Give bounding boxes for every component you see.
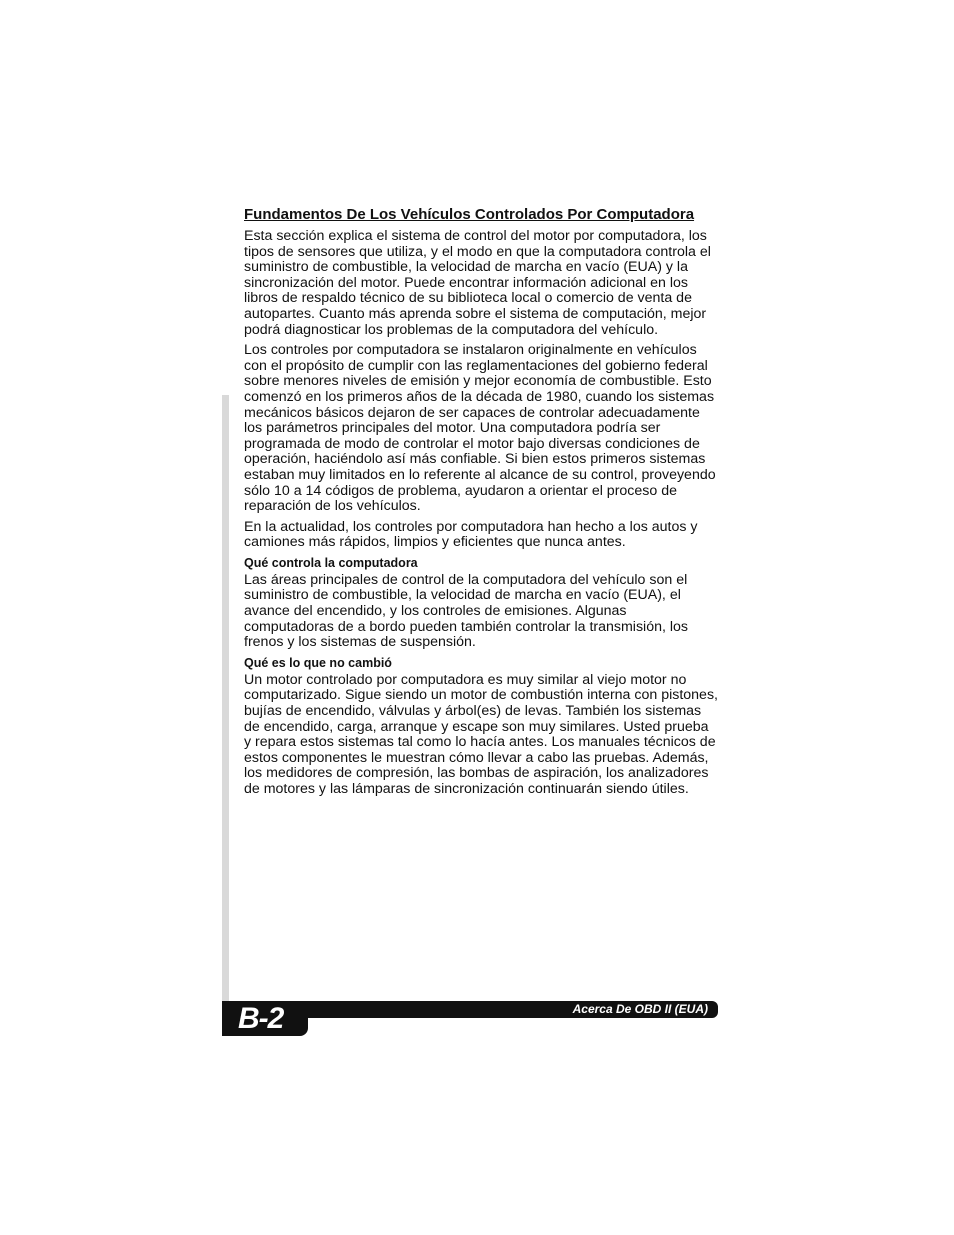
subheading-what-computer-controls: Qué controla la computadora: [244, 555, 418, 570]
main-content: [244, 206, 718, 803]
margin-rule: [222, 395, 229, 1005]
page-heading: Fundamentos De Los Vehículos Controlados Por Computadora: [244, 206, 695, 223]
subheading-what-did-not-change: Qué es lo que no cambió: [244, 655, 392, 670]
page-number-tab: [222, 1001, 308, 1036]
unchanged-paragraph: Un motor controlado por computadora es muy similar al viejo motor no computarizado. Sigue siendo un motor de combustión interna con pistones, bujías de encendido, válvulas y árbol(es) de levas. También los sistemas de encendido, carga, arranque y escape son muy similares. Usted prueba y repara estos sistemas tal como lo hacía antes. Los manuales técnicos de estos componentes le muestran cómo llevar a cabo las pruebas. Además, los medidores de compresión, las bombas de aspiración, los analizadores de motores y las lámparas de sincronización continuarán siendo útiles.: [244, 671, 718, 797]
today-paragraph: En la actualidad, los controles por computadora han hecho a los autos y camiones más rápidos, limpios y eficientes que nunca antes.: [244, 518, 698, 551]
history-paragraph: Los controles por computadora se instalaron originalmente en vehículos con el propósito de cumplir con las reglamentaciones del gobierno federal sobre menores niveles de emisión y mejor economía de combustible. Esto comenzó en los primeros años de la década de 1980, cuando los sistemas mecánicos básicos dejaron de ser capaces de controlar adecuadamente los parámetros principales del motor. Una computadora podría ser programada de modo de controlar el motor bajo diversas condiciones de operación, haciéndolo así más confiable. Si bien estos primeros sistemas estaban muy limitados en lo referente al alcance de su control, proveyendo sólo 10 a 14 códigos de problema, ayudaron a orientar el proceso de reparación de los vehículos.: [244, 342, 716, 515]
computer-controls-paragraph: Las áreas principales de control de la computadora del vehículo son el suministro de combustible, la velocidad de marcha en vacío (EUA), el avance del encendido, y los controles de emisiones. Algunas computadoras de a bordo pueden también controlar la transmisión, los frenos y los sistemas de suspensión.: [244, 571, 689, 651]
intro-paragraph: Esta sección explica el sistema de control del motor por computadora, los tipos de sensores que utiliza, y el modo en que la computadora controla el suministro de combustible, la velocidad de marcha en vacío (EUA) y la sincronización del motor. Puede encontrar información adicional en los libros de respaldo técnico de su biblioteca local o comercio de venta de autopartes. Cuanto más aprenda sobre el sistema de computación, mejor podrá diagnosticar los problemas de la computadora del vehículo.: [244, 228, 711, 338]
page-number: B-2: [238, 1002, 284, 1035]
footer-section-title: Acerca De OBD II (EUA): [572, 1002, 708, 1016]
